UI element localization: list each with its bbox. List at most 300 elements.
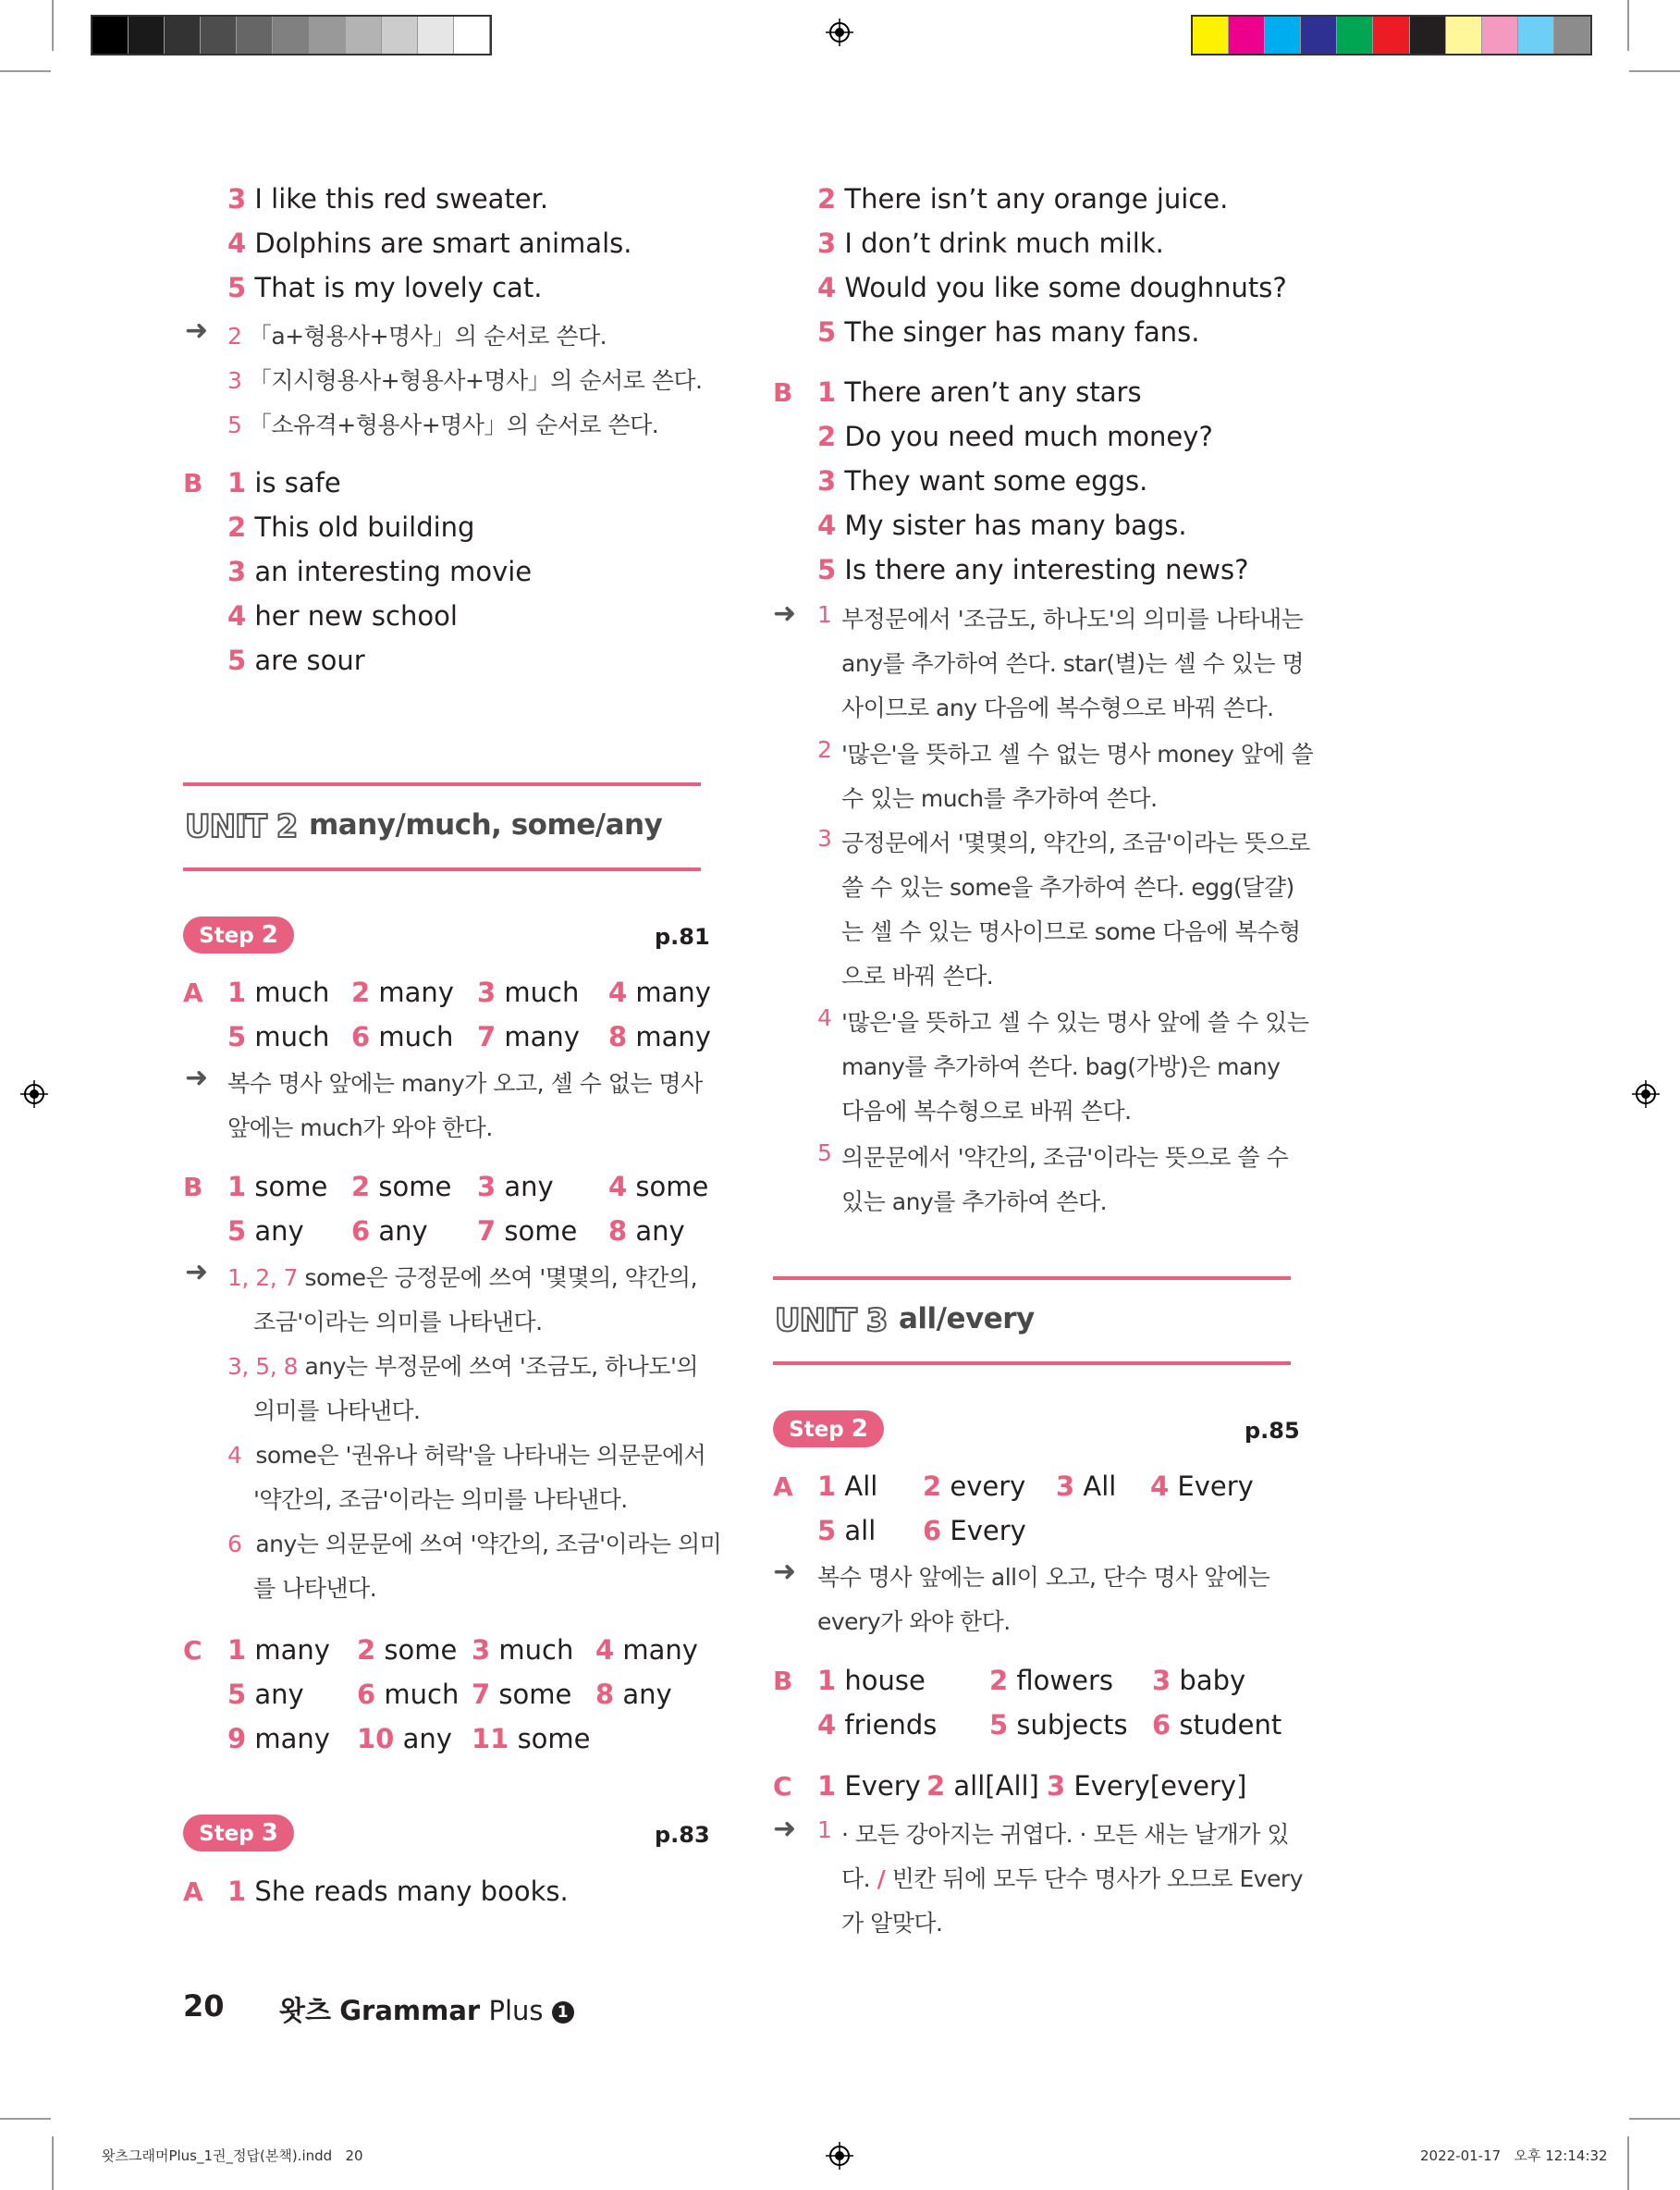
note-number: 6 [227,1531,242,1557]
item-number: 5 [817,316,837,348]
explanation-arrow-icon: ➜ [773,597,797,630]
color-swatch [1337,17,1373,54]
registration-mark-icon [20,1080,48,1108]
explanation-note: 긍정문에서 '몇몇의, 약간의, 조금'이라는 뜻으로 [841,830,1310,856]
answer-cell [227,977,329,1008]
answer-text: any [622,1679,672,1710]
answer-cell [227,1634,330,1666]
answer-text: any [635,1215,685,1247]
grayscale-color-bar [91,15,492,55]
crop-mark [0,2118,51,2120]
answer-text: much [254,1021,330,1052]
answer-text: any [254,1215,304,1247]
explanation-note [227,407,658,440]
book-title-english: Grammar [339,1995,481,2026]
item-number: 1 [227,467,247,498]
color-swatch [129,17,165,54]
explanation-note [227,1437,705,1470]
answer-text: any [504,1171,554,1202]
color-swatch [237,17,273,54]
answer-text: student [1179,1709,1282,1741]
step-badge [183,917,294,954]
answer-cell [477,1021,580,1052]
answer-cell [989,1709,1128,1741]
answer-cell [477,977,579,1008]
answer-text: some [517,1723,591,1754]
answer-text: all[All] [953,1770,1039,1802]
answer-text: any [378,1215,428,1247]
answer-cell [351,1171,451,1202]
item-number: 5 [817,554,837,585]
page-reference: p.83 [655,1822,710,1848]
slug-filename: 왓츠그래머Plus_1권_정답(본책).indd 20 [102,2147,363,2164]
answer-text: any [402,1723,452,1754]
explanation-note [227,1526,721,1559]
color-swatch [1554,17,1590,54]
item-number: 1 [817,1470,837,1502]
section-label: A [183,978,203,1008]
item-number: 3 [817,228,837,259]
answer-text: There aren’t any stars [844,376,1142,408]
note-number: 1, 2, 7 [227,1264,299,1291]
explanation-note: 복수 명사 앞에는 many가 오고, 셀 수 없는 명사 [227,1070,703,1097]
unit-title: many/much, some/any [309,808,663,842]
note-text: 「지시형용사+형용사+명사」의 순서로 쓴다. [248,367,703,394]
answer-text: much [384,1679,460,1710]
answer-text: Dolphins are smart animals. [254,228,632,259]
item-number: 2 [351,1171,371,1202]
answer-cell [595,1679,672,1710]
unit-divider [183,867,701,871]
answer-text: some [635,1171,709,1202]
answer-text: many [254,1723,330,1754]
explanation-note: · 모든 강아지는 귀엽다. · 모든 새는 날개가 있 [841,1821,1289,1848]
slug-timestamp: 2022-01-17 오후 12:14:32 [1420,2147,1608,2164]
answer-text: Every[every] [1073,1770,1247,1802]
item-number: 3 [227,183,247,215]
note-number: 3 [227,367,242,394]
answer-cell [817,1515,876,1546]
step-label: Step [199,924,254,948]
color-swatch [165,17,201,54]
answer-cell [351,977,454,1008]
item-number: 3 [227,556,247,587]
item-number: 5 [227,272,247,303]
section-label: C [773,1771,792,1802]
answer-cell [817,1665,926,1696]
explanation-note [841,1861,1303,1894]
item-number: 1 [817,1770,837,1802]
item-number: 6 [923,1515,942,1546]
registration-mark-icon [826,2142,853,2170]
explanation-arrow-icon: ➜ [773,1813,797,1845]
answer-line [817,465,1147,497]
color-swatch [1193,17,1229,54]
section-label: A [183,1876,203,1907]
item-number: 5 [227,1679,247,1710]
note-text: 「소유격+형용사+명사」의 순서로 쓴다. [248,412,659,438]
item-number: 2 [357,1634,376,1666]
answer-cell [472,1679,571,1710]
note-separator: / [877,1865,886,1892]
note-number: 4 [817,1004,832,1031]
answer-cell [357,1723,452,1754]
explanation-note [227,363,703,396]
item-number: 4 [227,228,247,259]
note-number: 1 [817,601,832,628]
answer-line [227,228,632,259]
item-number: 4 [1150,1470,1170,1502]
answer-text: every [950,1470,1026,1502]
item-number: 6 [357,1679,376,1710]
explanation-note [227,1348,698,1382]
explanation-arrow-icon: ➜ [185,1062,209,1094]
answer-text: many [635,977,711,1008]
explanation-note: 으로 바꿔 쓴다. [841,963,994,990]
explanation-note: '많은'을 뜻하고 셀 수 없는 명사 money 앞에 쓸 [841,741,1314,768]
answer-text: Every [1177,1470,1254,1502]
answer-line [227,511,474,543]
item-number: 2 [227,511,247,543]
answer-cell [227,1215,304,1247]
answer-text: some [254,1171,328,1202]
item-number: 8 [608,1215,628,1247]
note-number: 5 [227,412,242,438]
answer-text: That is my lovely cat. [254,272,543,303]
answer-cell [477,1215,577,1247]
answer-cell [608,977,711,1008]
color-swatch [418,17,454,54]
unit-divider [183,782,701,786]
answer-line [817,183,1228,215]
answer-text: is safe [254,467,341,498]
answer-text: There isn’t any orange juice. [844,183,1229,215]
answer-text: Is there any interesting news? [844,554,1249,585]
color-swatch [382,17,418,54]
answer-line [817,316,1199,348]
color-swatch [1229,17,1265,54]
answer-text: She reads many books. [254,1876,569,1907]
note-number: 3 [817,825,832,852]
item-number: 4 [227,600,247,632]
answer-cell [357,1679,459,1710]
answer-text: house [844,1665,926,1696]
answer-text: All [844,1470,878,1502]
answer-text: many [378,977,454,1008]
unit-badge: UNIT 2 [185,808,298,845]
explanation-note: 복수 명사 앞에는 all이 오고, 단수 명사 앞에는 [817,1564,1270,1591]
answer-cell [1152,1709,1281,1741]
note-text: 빈칸 뒤에 모두 단수 명사가 오므로 Every [891,1865,1303,1892]
answer-text: some [384,1634,458,1666]
registration-mark-icon [826,18,853,46]
item-number: 3 [1056,1470,1075,1502]
color-swatch [201,17,237,54]
explanation-note: 다음에 복수형으로 바꿔 쓴다. [841,1098,1132,1125]
answer-text: I like this red sweater. [254,183,549,215]
item-number: 6 [1152,1709,1171,1741]
item-number: 11 [472,1723,509,1754]
answer-text: many [635,1021,711,1052]
explanation-note: 수 있는 much를 추가하여 쓴다. [841,785,1158,812]
explanation-note: '약간의, 조금'이라는 의미를 나타낸다. [253,1486,628,1513]
answer-line [227,183,548,215]
explanation-note: 사이므로 any 다음에 복수형으로 바꿔 쓴다. [841,695,1274,721]
explanation-note: 의문문에서 '약간의, 조금'이라는 뜻으로 쓸 수 [841,1144,1289,1171]
note-text: some은 '권유나 허락'을 나타내는 의문문에서 [255,1442,706,1469]
item-number: 3 [477,977,497,1008]
answer-line [227,272,542,303]
answer-text: All [1083,1470,1117,1502]
answer-line [227,467,341,498]
item-number: 3 [472,1634,491,1666]
answer-line [227,645,365,676]
answer-cell [608,1215,685,1247]
answer-cell [923,1470,1025,1502]
item-number: 4 [608,1171,628,1202]
item-number: 5 [227,1215,247,1247]
answer-cell [1047,1770,1246,1802]
answer-cell [227,1171,327,1202]
item-number: 1 [227,977,247,1008]
answer-line [817,554,1249,585]
answer-text: any [254,1679,304,1710]
item-number: 2 [817,421,837,452]
explanation-note: 는 셀 수 있는 명사이므로 some 다음에 복수형 [841,918,1301,945]
color-swatch [1265,17,1301,54]
explanation-note: 부정문에서 '조금도, 하나도'의 의미를 나타내는 [841,606,1304,633]
item-number: 3 [1152,1665,1171,1696]
answer-cell [472,1723,591,1754]
answer-text: flowers [1016,1665,1114,1696]
answer-cell [989,1665,1113,1696]
answer-text: some [498,1679,572,1710]
item-number: 5 [817,1515,837,1546]
item-number: 4 [817,1709,837,1741]
item-number: 2 [989,1665,1009,1696]
unit-title: all/every [899,1302,1035,1335]
answer-text: some [378,1171,452,1202]
note-number: 2 [227,323,242,350]
section-label: B [183,1172,203,1202]
item-number: 1 [817,376,837,408]
note-text: 「a+형용사+명사」의 순서로 쓴다. [248,323,607,350]
unit-divider [773,1276,1291,1280]
section-label: B [183,468,203,498]
step-label: Step [199,1822,254,1846]
item-number: 6 [351,1215,371,1247]
answer-text: Would you like some doughnuts? [844,272,1287,303]
item-number: 2 [926,1770,946,1802]
color-swatch [1482,17,1518,54]
answer-text: They want some eggs. [844,465,1148,497]
item-number: 7 [477,1021,497,1052]
explanation-arrow-icon: ➜ [185,314,209,347]
answer-cell [608,1021,711,1052]
item-number: 4 [817,272,837,303]
answer-text: many [504,1021,580,1052]
crop-mark [1627,0,1629,51]
answer-text: friends [844,1709,938,1741]
answer-text: baby [1179,1665,1246,1696]
item-number: 10 [357,1723,395,1754]
explanation-note [227,1260,697,1293]
explanation-note: many를 추가하여 쓴다. bag(가방)은 many [841,1053,1281,1080]
answer-cell [227,1021,329,1052]
answer-text: Every [950,1515,1026,1546]
explanation-note: 있는 any를 추가하여 쓴다. [841,1188,1108,1215]
answer-line [227,600,458,632]
answer-line [227,556,532,587]
answer-text: subjects [1016,1709,1128,1741]
color-swatch [454,17,490,54]
item-number: 1 [227,1876,247,1907]
answer-text: much [504,977,580,1008]
crop-mark [0,70,51,72]
item-number: 1 [227,1634,247,1666]
explanation-arrow-icon: ➜ [185,1256,209,1288]
explanation-note: 조금'이라는 의미를 나타낸다. [253,1309,543,1335]
answer-text: much [498,1634,574,1666]
answer-text: much [254,977,330,1008]
item-number: 4 [608,977,628,1008]
answer-cell [923,1515,1026,1546]
step-number: 2 [851,1415,868,1443]
explanation-note: 의미를 나타낸다. [253,1397,421,1424]
item-number: 7 [472,1679,491,1710]
answer-cell [817,1709,937,1741]
answer-line [817,510,1187,541]
answer-text: many [622,1634,698,1666]
answer-cell [817,1470,877,1502]
answer-text: her new school [254,600,458,632]
step-badge [183,1815,294,1852]
book-title-korean: 왓츠 [279,1995,332,2026]
explanation-note [227,318,607,351]
explanation-note: every가 와야 한다. [817,1608,1011,1635]
item-number: 3 [817,465,837,497]
answer-cell [227,1679,304,1710]
section-label: B [773,1666,793,1696]
explanation-arrow-icon: ➜ [773,1556,797,1588]
answer-cell [477,1171,554,1202]
page-number: 20 [183,1988,225,2024]
answer-cell [1056,1470,1116,1502]
answer-cell [595,1634,698,1666]
answer-cell [227,1723,330,1754]
book-title-plus: Plus [488,1995,544,2026]
crop-mark [52,2136,54,2190]
color-swatch [1446,17,1482,54]
book-title [279,1990,574,2028]
section-label: A [773,1471,793,1502]
item-number: 1 [817,1665,837,1696]
explanation-note: 쓸 수 있는 some을 추가하여 쓴다. egg(달걀) [841,874,1294,901]
color-swatch [92,17,129,54]
answer-line [817,376,1142,408]
answer-cell [1152,1665,1245,1696]
section-label: C [183,1635,202,1666]
note-number: 4 [227,1442,242,1469]
item-number: 4 [595,1634,615,1666]
answer-cell [351,1021,453,1052]
color-swatch [346,17,382,54]
answer-cell [472,1634,573,1666]
item-number: 2 [351,977,371,1008]
explanation-note: any를 추가하여 쓴다. star(별)는 셀 수 있는 명 [841,650,1305,677]
item-number: 2 [923,1470,942,1502]
note-text: 다. [841,1865,871,1892]
crop-mark [1627,2136,1629,2190]
answer-cell [608,1171,708,1202]
crop-mark [1629,70,1680,72]
explanation-note: 를 나타낸다. [253,1575,377,1602]
item-number: 8 [608,1021,628,1052]
explanation-note: '많은'을 뜻하고 셀 수 있는 명사 앞에 쓸 수 있는 [841,1009,1309,1036]
answer-text: My sister has many bags. [844,510,1187,541]
answer-text: Every [844,1770,921,1802]
item-number: 6 [351,1021,371,1052]
page-reference: p.85 [1245,1418,1300,1444]
step-number: 3 [261,1819,278,1847]
item-number: 3 [1047,1770,1066,1802]
step-number: 2 [261,921,278,949]
answer-text: are sour [254,645,365,676]
crop-mark [52,0,54,51]
item-number: 9 [227,1723,247,1754]
item-number: 7 [477,1215,497,1247]
answer-text: all [844,1515,877,1546]
note-text: any는 의문문에 쓰여 '약간의, 조금'이라는 의미 [255,1531,722,1557]
answer-cell [351,1215,428,1247]
item-number: 2 [817,183,837,215]
color-swatch [1410,17,1446,54]
item-number: 1 [227,1171,247,1202]
answer-line [817,272,1287,303]
answer-line [227,1876,569,1907]
answer-cell [357,1634,457,1666]
item-number: 5 [227,1021,247,1052]
note-number: 5 [817,1139,832,1166]
unit-badge: UNIT 3 [775,1302,888,1339]
answer-cell [926,1770,1039,1802]
answer-cell [1150,1470,1254,1502]
note-number: 2 [817,736,832,763]
note-text: some은 긍정문에 쓰여 '몇몇의, 약간의, [304,1264,698,1291]
answer-text: The singer has many fans. [844,316,1200,348]
item-number: 4 [817,510,837,541]
color-swatch [273,17,309,54]
note-text: any는 부정문에 쓰여 '조금도, 하나도'의 [304,1353,699,1380]
answer-text: I don’t drink much milk. [844,228,1164,259]
volume-number: 1 [557,2003,569,2022]
answer-text: many [254,1634,330,1666]
color-swatch [1301,17,1337,54]
item-number: 8 [595,1679,615,1710]
answer-text: some [504,1215,578,1247]
answer-text: an interesting movie [254,556,533,587]
color-swatch [1373,17,1409,54]
answer-text: This old building [254,511,475,543]
answer-line [817,228,1164,259]
color-swatch [310,17,346,54]
step-badge [773,1410,884,1447]
answer-line [817,421,1213,452]
section-label: B [773,377,793,408]
item-number: 5 [227,645,247,676]
explanation-note: 앞에는 much가 와야 한다. [227,1114,493,1141]
note-number: 3, 5, 8 [227,1353,299,1380]
